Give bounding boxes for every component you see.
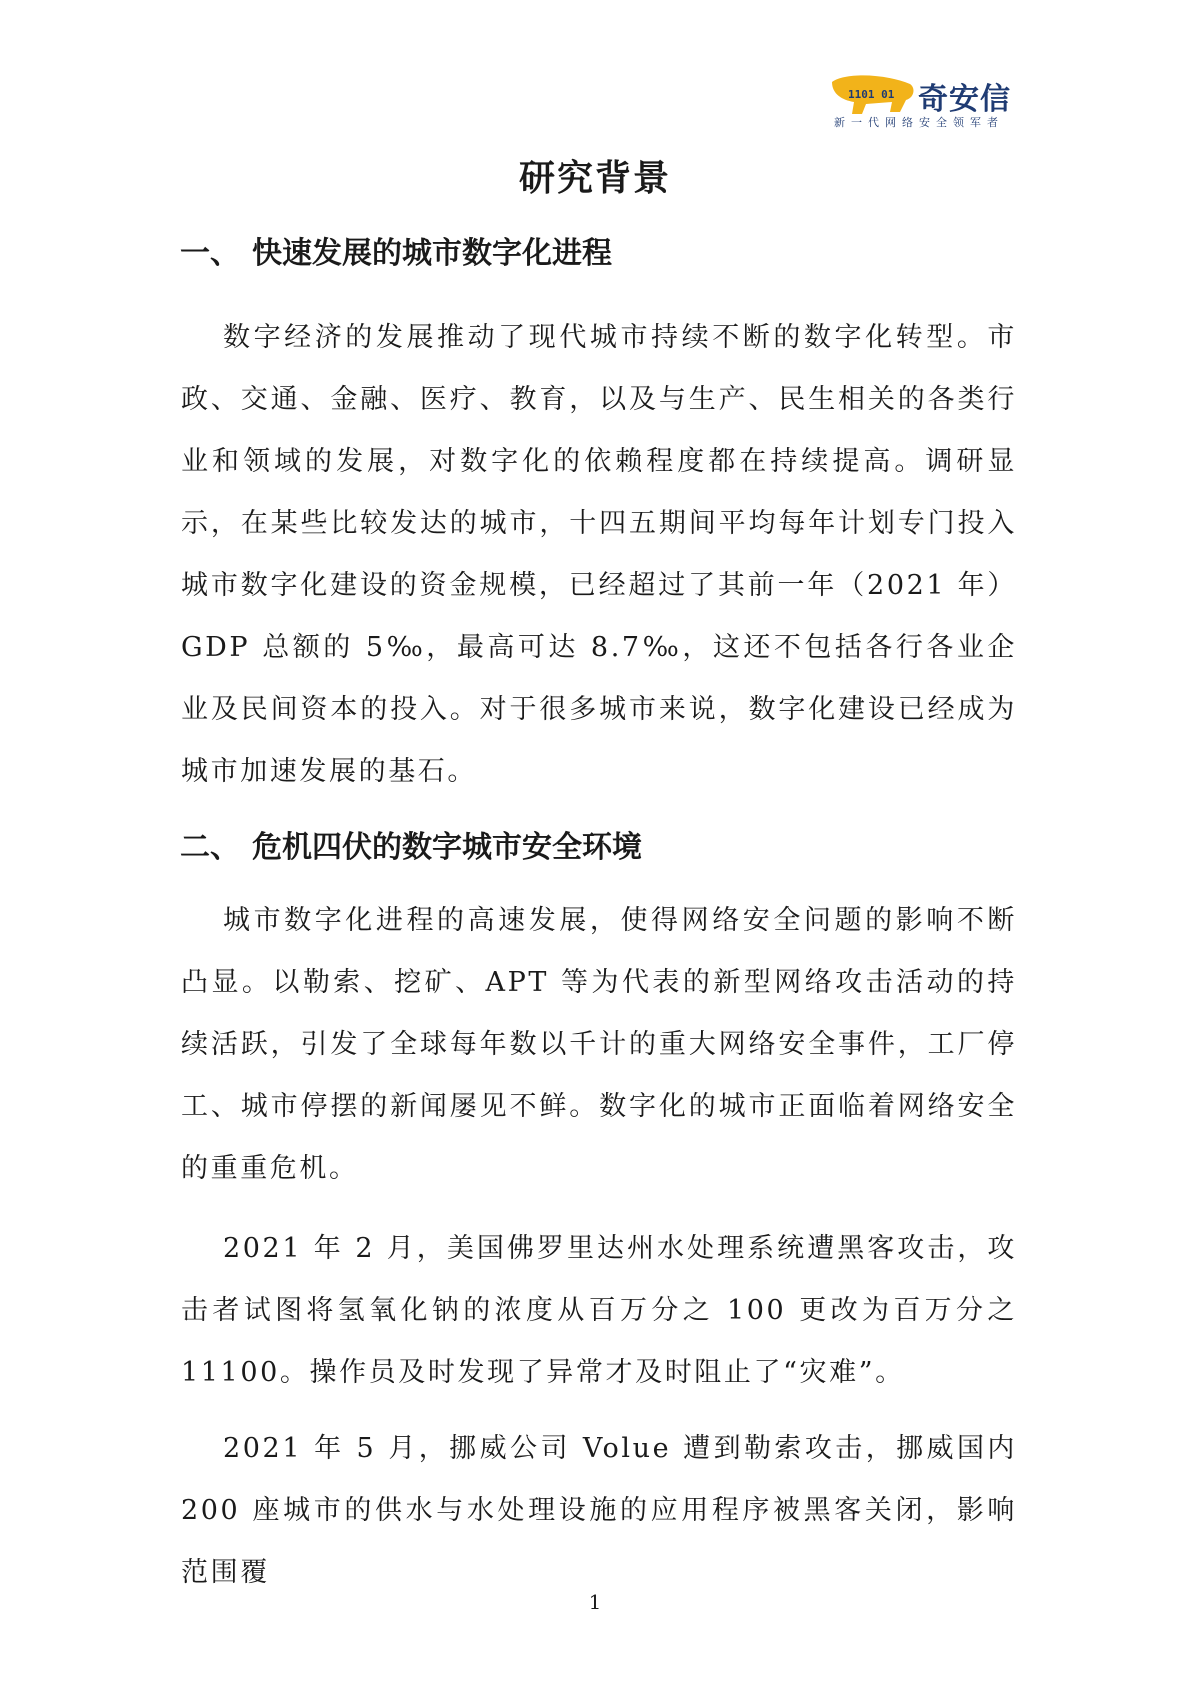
leopard-logo-icon — [826, 72, 918, 116]
section-number: 二、 — [180, 830, 240, 865]
logo-slogan: 新一代网络安全领军者 — [834, 116, 1004, 129]
svg-text:1101 01: 1101 01 — [848, 88, 895, 101]
logo-name: 奇安信 — [918, 82, 1011, 117]
company-logo — [826, 70, 1016, 130]
section-heading-2 — [180, 822, 642, 866]
page-title: 研究背景 — [518, 158, 671, 199]
paragraph: 2021 年 5 月，挪威公司 Volue 遭到勒索攻击，挪威国内 200 座城市的供水与水处理设施的应用程序被黑客关闭，影响范围覆 — [181, 1433, 1017, 1588]
paragraph: 城市数字化进程的高速发展，使得网络安全问题的影响不断凸显。以勒索、挖矿、APT 等为代表的新型网络攻击活动的持续活跃，引发了全球每年数以千计的重大网络安全事件，工厂停工、城市停摆的新闻屡见不鲜。数字化的城市正面临着网络安全的重重危机。 — [181, 905, 1017, 1184]
section-title: 快速发展的城市数字化进程 — [252, 236, 612, 271]
page-number: 1 — [588, 1590, 602, 1614]
section-title: 危机四伏的数字城市安全环境 — [252, 830, 642, 865]
paragraph: 数字经济的发展推动了现代城市持续不断的数字化转型。市政、交通、金融、医疗、教育，以及与生产、民生相关的各类行业和领域的发展，对数字化的依赖程度都在持续提高。调研显示，在某些比较发达的城市，十四五期间平均每年计划专门投入城市数字化建设的资金规模，已经超过了其前一年（2021 年）GDP 总额的 5‰，最高可达 8.7‰，这还不包括各行各业企业及民间资本的投入。对于很多城市来说，数字化建设已经成为城市加速发展的基石。 — [181, 322, 1017, 787]
paragraph: 2021 年 2 月，美国佛罗里达州水处理系统遭黑客攻击，攻击者试图将氢氧化钠的浓度从百万分之 100 更改为百万分之 11100。操作员及时发现了异常才及时阻止了“灾难”。 — [181, 1233, 1017, 1388]
section-number: 一、 — [180, 236, 240, 271]
section-heading-1 — [180, 228, 612, 272]
